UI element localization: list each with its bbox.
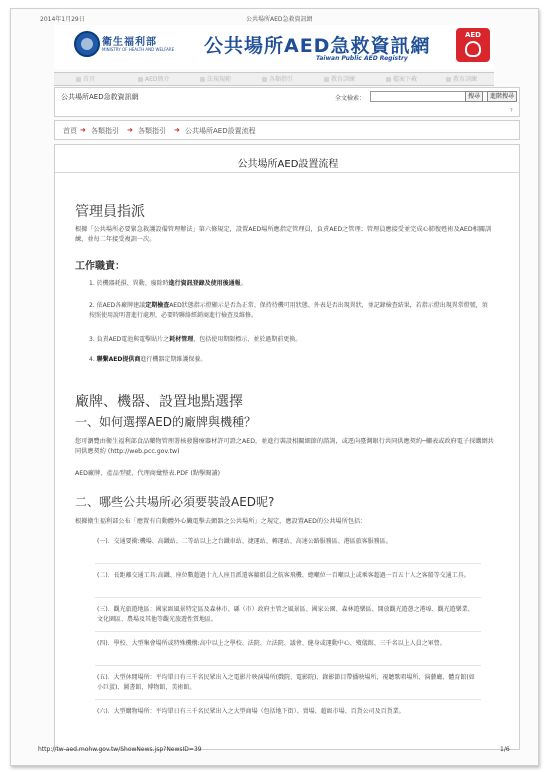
search-button[interactable]: 搜尋: [465, 91, 483, 102]
advanced-search-button[interactable]: 進階搜尋: [487, 91, 517, 102]
aed-logo-text: AED: [464, 31, 481, 39]
search-label: 全文檢索：: [335, 95, 366, 102]
divider: [95, 665, 481, 666]
nav-item-regulations[interactable]: 法規規範: [200, 74, 231, 83]
admin-heading: 管理員指派: [75, 204, 145, 220]
duty-item: 2. 依AED各廠牌建議定期檢查AED狀態指示燈顯示是否為正常、保持待機可用狀態、外表是否出現異狀，並記錄檢查結果，若指示燈出現異常燈號，須按照使用說明書進行處理，必要時聯絡經銷商進行檢查及維修。: [89, 302, 488, 319]
duties-heading: 工作職責：: [75, 261, 125, 272]
nav-item-home[interactable]: 首頁: [76, 74, 95, 83]
print-date: 2014年1月29日: [40, 16, 85, 23]
q1-heading: 一、如何選擇AED的廠牌與機種？: [75, 415, 257, 429]
download-icon: [386, 77, 391, 82]
scroll-marker: ?: [510, 108, 513, 114]
brand-list-link[interactable]: AED廠牌、產品型號、代理商彙整表.PDF (點擊閱讀): [75, 470, 221, 477]
site-name-label: 公共場所AED急救資訊網: [61, 93, 139, 101]
home-icon: [76, 77, 81, 82]
divider: [95, 699, 481, 700]
nav-item-training-2[interactable]: 教育訓練: [446, 74, 477, 83]
breadcrumb-arrow-icon: ➜: [80, 126, 86, 134]
training-icon: [446, 77, 451, 82]
nav-item-guidelines[interactable]: 各類指引: [262, 74, 293, 83]
main-nav: [54, 72, 494, 86]
ministry-name: 衛生福利部: [102, 37, 157, 48]
ministry-seal-icon: [74, 31, 100, 57]
place-item: (六)．大型購物場所：平均單日有三千名民眾出入之大型商場（包括地下街）、賣場、超級市場、百貨公司及百貨業。: [97, 708, 405, 715]
nav-item-downloads[interactable]: 檔案下載: [386, 74, 417, 83]
guide-icon: [262, 77, 267, 82]
place-item: (四)．學校、大型集會場所或特殊機構:高中以上之學校、法院、立法院、議會、健身或運動中心、殯儀館、三千名以上人員之軍營。: [97, 640, 446, 647]
q1-paragraph: 您可瀏覽由衛生福利部食品藥物管理署核發醫療器材許可證之AED，並進行裝設相關細節的諮詢，或逕向臺灣銀行共同供應契約─欄表或政府電子採購網共同供應契約 (http://web.pcc.gov.tw): [75, 438, 494, 455]
breadcrumb-current: 公共場所AED設置流程: [185, 127, 256, 135]
duty-item: 3. 負責AED電池與電擊貼片之耗材管理，包括使用期限標示，並於過期前更換。: [89, 336, 302, 343]
aed-heart-logo-icon[interactable]: [456, 28, 490, 62]
main-content: [54, 144, 520, 750]
q2-paragraph: 根據衛生福利部公布「應置有自動體外心臟電擊去顫器之公共場所」之規定，應設置AED的公共場所包括：: [75, 518, 367, 525]
nav-item-aed-intro[interactable]: AED簡介: [138, 74, 170, 83]
info-icon: [138, 77, 143, 82]
duty-item: 1. 於機器耗損、異動、廢除時進行資訊登錄及使用後通報。: [89, 280, 247, 287]
site-title[interactable]: 公共場所AED急救資訊網: [204, 35, 431, 57]
breadcrumb-arrow-icon: ➜: [174, 126, 180, 134]
heart-icon: [465, 41, 481, 57]
divider: [95, 597, 481, 598]
breadcrumb-arrow-icon: ➜: [127, 126, 133, 134]
site-banner: [54, 25, 494, 69]
place-item: (三)．觀光旅遊地區：國家級風景特定區及森林市、縣（市）政府主管之風景區、國家公園、森林遊樂區、開放觀光遊憩之港埠、觀光遊樂業、文化園區、農場及其他等觀光旅遊性質地區。: [97, 606, 474, 623]
place-item: (二)．長距離交通工具:高鐵、座位數超過十九人座且派遣客艙組員之航客飛機、總噸位一百噸以上或乘客超過一百五十人之客船等交通工具。: [97, 572, 470, 579]
print-title: 公共場所AED急救資訊網: [246, 16, 313, 23]
nav-item-training[interactable]: 教育訓練: [324, 74, 355, 83]
footer-url: http://tw-aed.mohw.gov.tw/ShowNews.jsp?NewsID=39: [38, 746, 202, 753]
breadcrumb-guidelines-2[interactable]: 各類指引: [138, 127, 166, 135]
breadcrumb-home[interactable]: 首頁: [63, 127, 77, 135]
place-item: (一)．交通要衝:機場、高鐵站、二等站以上之台鐵車站、捷運站、轉運站、高速公路服務區、港區旅客服務區。: [97, 538, 392, 545]
search-bar: [54, 87, 520, 117]
breadcrumb: [54, 120, 520, 140]
place-item: (五)．大型休閒場所：平均單日有三千名民眾出入之電影片映演場所(戲院、電影院)、錄影節目帶播映場所、視聽歌唱場所、演藝廳、體育館(如小巨蛋)、圖書館、博物館、美術館。: [97, 674, 475, 691]
q2-heading: 二、哪些公共場所必須要裝設AED呢?: [75, 495, 275, 509]
divider: [95, 631, 481, 632]
duty-item: 4. 聯繫AED提供商進行機器定期維護保養。: [89, 356, 207, 363]
divider: [95, 563, 481, 564]
footer-page-number: 1/6: [500, 746, 510, 753]
ministry-name-en: MINISTRY OF HEALTH AND WELFARE: [102, 47, 175, 52]
breadcrumb-guidelines[interactable]: 各類指引: [91, 127, 119, 135]
admin-paragraph: 根據「公共場所必要緊急救護設備管理辦法」第六條規定，設置AED場所應指定管理員，負責AED之管理；管理員應接受並完成心肺復甦術及AED相關訓練，並每二年接受複訓一次。: [75, 226, 492, 243]
page-title: 公共場所AED設置流程: [237, 159, 339, 170]
document-icon: [200, 77, 205, 82]
site-title-en: Taiwan Public AED Registry: [316, 55, 408, 62]
training-icon: [324, 77, 329, 82]
title-divider: [55, 172, 519, 173]
selection-heading: 廠牌、機器、設置地點選擇: [75, 394, 243, 410]
